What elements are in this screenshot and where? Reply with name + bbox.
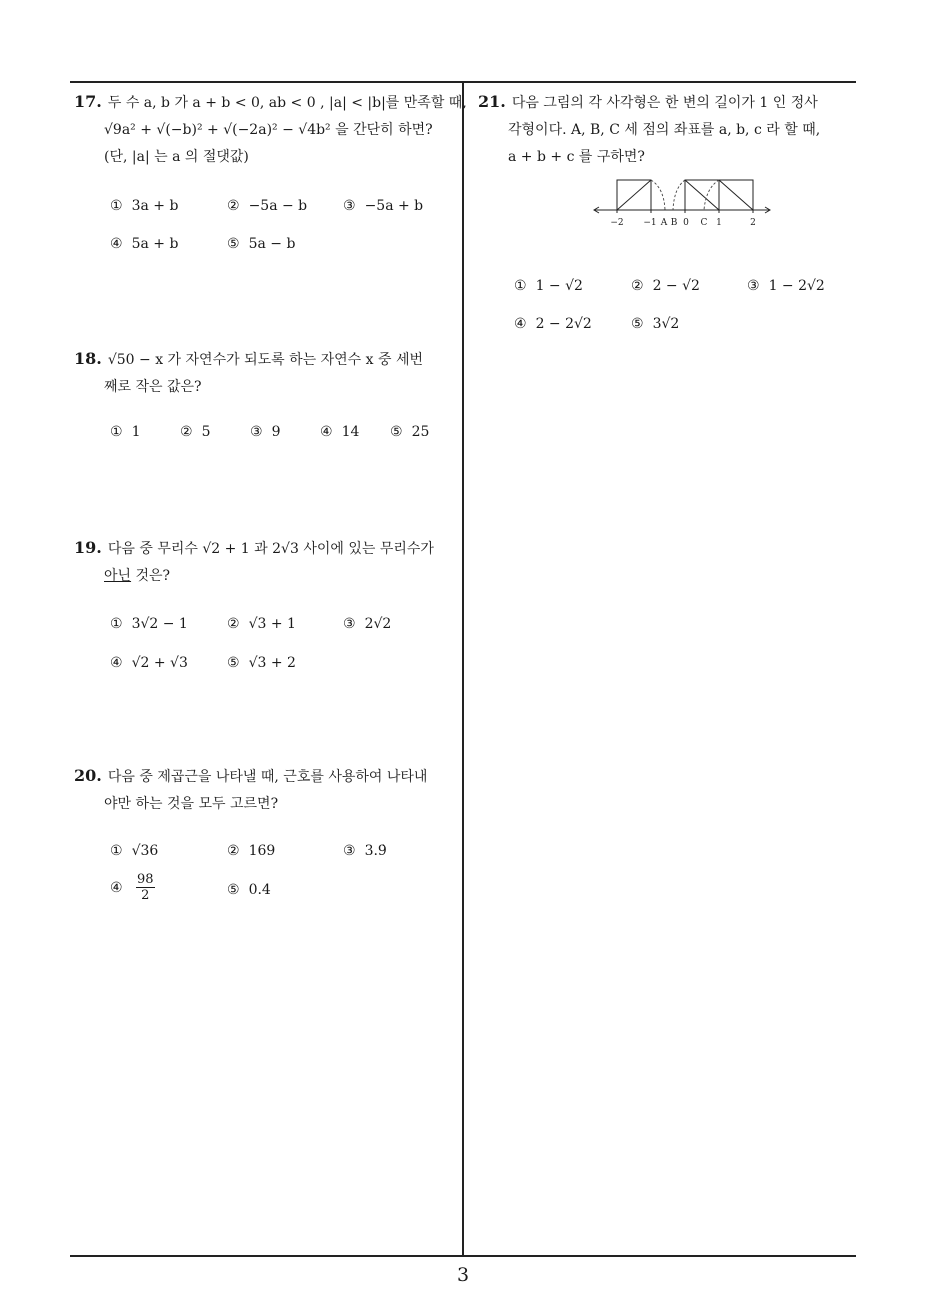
choice-mark: ① [110, 616, 123, 632]
question-number: 21. [478, 92, 506, 111]
choice-mark: ④ [110, 879, 123, 896]
choice-3[interactable] [343, 616, 391, 632]
choice-mark: ④ [514, 316, 527, 332]
question-21 [478, 88, 820, 171]
arc-to-A [651, 180, 665, 210]
choice-5[interactable] [390, 424, 429, 440]
choice-mark: ④ [110, 236, 123, 252]
choice-3[interactable] [343, 198, 423, 214]
choice-text: 5 [201, 424, 211, 440]
question-text-line: 두 수 a, b 가 a + b < 0, ab < 0 , |a| < |b|를 만족할 때, [107, 95, 467, 111]
choice-4[interactable] [514, 316, 592, 332]
question-20 [74, 762, 427, 818]
choice-mark: ② [631, 278, 644, 294]
choice-4[interactable] [320, 424, 359, 440]
choice-1[interactable] [110, 198, 178, 214]
question-text-line: a + b + c 를 구하면? [508, 149, 645, 165]
label-2: 2 [750, 218, 756, 228]
square-3-diagonal [719, 180, 753, 210]
label-0: 0 [683, 218, 689, 228]
choice-3[interactable] [747, 278, 825, 294]
question-number: 17. [74, 92, 102, 111]
arc-to-C [704, 180, 719, 210]
choice-text: 3.9̇ [364, 843, 387, 859]
choice-text: 3√2 [652, 316, 680, 332]
choice-mark: ① [110, 198, 123, 214]
choice-text: 5a − b [248, 236, 296, 252]
choice-text: 1 − 2√2 [768, 278, 825, 294]
fraction-numerator: 98 [137, 872, 154, 887]
choice-mark: ② [227, 616, 240, 632]
bottom-rule [70, 1255, 856, 1257]
question-text-line: (단, |a| 는 a 의 절댓값) [104, 149, 249, 165]
choice-text: 3a + b [131, 198, 179, 214]
question-text-line: √9a² + √(−b)² + √(−2a)² − √4b² 을 간단히 하면? [104, 122, 433, 138]
choice-mark: ① [110, 843, 123, 859]
choice-text: 5a + b [131, 236, 179, 252]
question-number: 20. [74, 766, 102, 785]
choice-mark: ③ [343, 843, 356, 859]
choice-3[interactable] [250, 424, 280, 440]
label-B: B [670, 218, 678, 228]
choice-text: 1 − √2 [535, 278, 583, 294]
choice-mark: ① [110, 424, 123, 440]
choice-text: √3 + 2 [248, 655, 296, 671]
choice-mark: ⑤ [227, 882, 240, 898]
question-text-line: 째로 작은 값은? [104, 379, 202, 395]
choice-mark: ③ [250, 424, 263, 440]
choice-5[interactable] [227, 655, 296, 671]
square-1-diagonal [617, 180, 651, 210]
choice-mark: ⑤ [227, 236, 240, 252]
label-1: 1 [716, 218, 722, 228]
underlined-word: 아닌 [104, 568, 132, 584]
choice-1[interactable] [514, 278, 583, 294]
choice-5[interactable] [227, 236, 295, 252]
choice-2[interactable] [180, 424, 210, 440]
choice-text: 3√2 − 1 [131, 616, 188, 632]
choice-1[interactable] [110, 843, 158, 859]
choice-text: 14 [341, 424, 360, 440]
choice-4[interactable] [110, 236, 178, 252]
choice-text: √36 [131, 843, 159, 859]
choice-5[interactable] [227, 882, 271, 898]
label-minus-2: −2 [610, 218, 624, 228]
choice-mark: ⑤ [390, 424, 403, 440]
number-line-figure [590, 172, 775, 230]
choice-mark: ④ [110, 655, 123, 671]
choice-text: √2 + √3 [131, 655, 188, 671]
question-text-line: 다음 그림의 각 사각형은 한 변의 길이가 1 인 정사 [511, 95, 818, 111]
choice-text: 25 [411, 424, 430, 440]
question-number: 18. [74, 349, 102, 368]
question-text-line: 야만 하는 것을 모두 고르면? [104, 796, 279, 812]
choice-text: 9 [271, 424, 281, 440]
column-divider [462, 83, 464, 1255]
question-17 [74, 88, 467, 171]
choice-1[interactable] [110, 616, 188, 632]
choice-mark: ④ [320, 424, 333, 440]
page-number: 3 [456, 1264, 470, 1286]
question-text-line: 다음 중 무리수 √2 + 1 과 2√3 사이에 있는 무리수가 [107, 541, 434, 557]
label-minus-1: −1 [643, 218, 657, 228]
label-C: C [700, 218, 708, 228]
choice-4[interactable] [110, 655, 188, 671]
question-number: 19. [74, 538, 102, 557]
question-text-line: 것은? [131, 568, 171, 584]
fraction-denominator: 2 [141, 888, 150, 903]
choice-text: 1 [131, 424, 141, 440]
choice-text: 2√2 [364, 616, 392, 632]
choice-mark: ③ [343, 198, 356, 214]
question-19 [74, 534, 434, 590]
choice-2[interactable] [227, 198, 307, 214]
choice-text: −5a − b [248, 198, 308, 214]
choice-mark: ① [514, 278, 527, 294]
choice-2[interactable] [631, 278, 700, 294]
arc-to-B [673, 180, 685, 210]
question-18 [74, 345, 423, 401]
fraction [136, 872, 155, 903]
choice-mark: ② [227, 843, 240, 859]
choice-2[interactable] [227, 616, 296, 632]
choice-4[interactable] [110, 872, 155, 903]
choice-mark: ③ [747, 278, 760, 294]
choice-1[interactable] [110, 424, 140, 440]
choice-2[interactable] [227, 843, 275, 859]
choice-mark: ② [227, 198, 240, 214]
choice-mark: ⑤ [227, 655, 240, 671]
choice-text: 0.4 [248, 882, 271, 898]
choice-text: 169 [248, 843, 276, 859]
choice-mark: ③ [343, 616, 356, 632]
label-A: A [660, 218, 668, 228]
choice-3[interactable] [343, 843, 387, 859]
choice-text: −5a + b [364, 198, 424, 214]
choice-text: 2 − 2√2 [535, 316, 592, 332]
choice-5[interactable] [631, 316, 679, 332]
question-text-line: √50 − x 가 자연수가 되도록 하는 자연수 x 중 세번 [107, 352, 423, 368]
question-text-line: 각형이다. A, B, C 세 점의 좌표를 a, b, c 라 할 때, [508, 122, 821, 138]
question-text-line: 다음 중 제곱근을 나타낼 때, 근호를 사용하여 나타내 [107, 769, 428, 785]
choice-text: 2 − √2 [652, 278, 700, 294]
choice-mark: ⑤ [631, 316, 644, 332]
choice-text: √3 + 1 [248, 616, 296, 632]
choice-mark: ② [180, 424, 193, 440]
